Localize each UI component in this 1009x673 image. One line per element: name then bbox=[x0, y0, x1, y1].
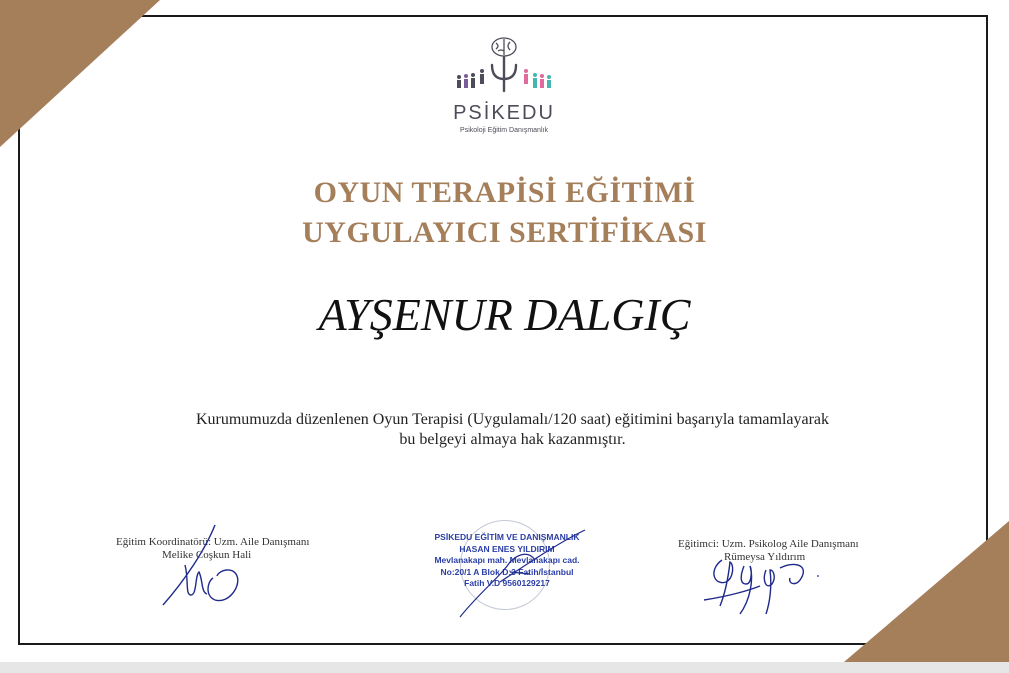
certificate-title-line2: UYGULAYICI SERTİFİKASI bbox=[302, 216, 707, 249]
bottom-strip bbox=[0, 662, 1009, 673]
stamp-line-4: No:20/1 A Blok D:3 Fatih/İstanbul bbox=[440, 566, 574, 577]
left-signatory-name: Melike Coşkun Hali bbox=[162, 549, 252, 561]
stamp-line-5: Fatih V.D 9560129217 bbox=[464, 578, 550, 588]
recipient-name: AYŞENUR DALGIÇ bbox=[318, 289, 691, 340]
brand-tagline: Psikoloji Eğitim Danışmanlık bbox=[460, 127, 548, 134]
people-icons-right bbox=[524, 69, 551, 88]
stamp-line-3: Mevlanakapı mah. Mevlanakapı cad. bbox=[434, 555, 580, 565]
right-signature bbox=[700, 540, 830, 620]
brand-name: PSİKEDU bbox=[453, 102, 555, 124]
certificate-body-line2: bu belgeyi almaya hak kazanmıştır. bbox=[399, 431, 626, 448]
corner-decoration-bottom-right bbox=[844, 521, 1009, 662]
center-signature bbox=[440, 522, 600, 622]
certificate-title-line1: OYUN TERAPİSİ EĞİTİMİ bbox=[313, 176, 696, 209]
left-signatory-role: Eğitim Koordinatörü: Uzm. Aile Danışmanı bbox=[116, 536, 310, 548]
right-signatory-name: Rümeysa Yıldırım bbox=[724, 551, 806, 563]
corner-decoration-top-left bbox=[0, 0, 160, 147]
psikedu-logo bbox=[434, 35, 574, 145]
left-signature bbox=[155, 520, 255, 610]
stamp-line-2: HASAN ENES YILDIRIM bbox=[459, 543, 555, 554]
people-icons-left bbox=[457, 69, 484, 88]
certificate-body-line1: Kurumumuzda düzenlenen Oyun Terapisi (Uygulamalı/120 saat) eğitimini başarıyla tamamlayarak bbox=[195, 411, 830, 428]
brain-psi-icon bbox=[434, 35, 574, 101]
stamp-line-1: PSİKEDU EĞİTİM VE DANIŞMANLIK bbox=[434, 532, 580, 542]
right-signatory-role: Eğitimci: Uzm. Psikolog Aile Danışmanı bbox=[678, 538, 859, 550]
